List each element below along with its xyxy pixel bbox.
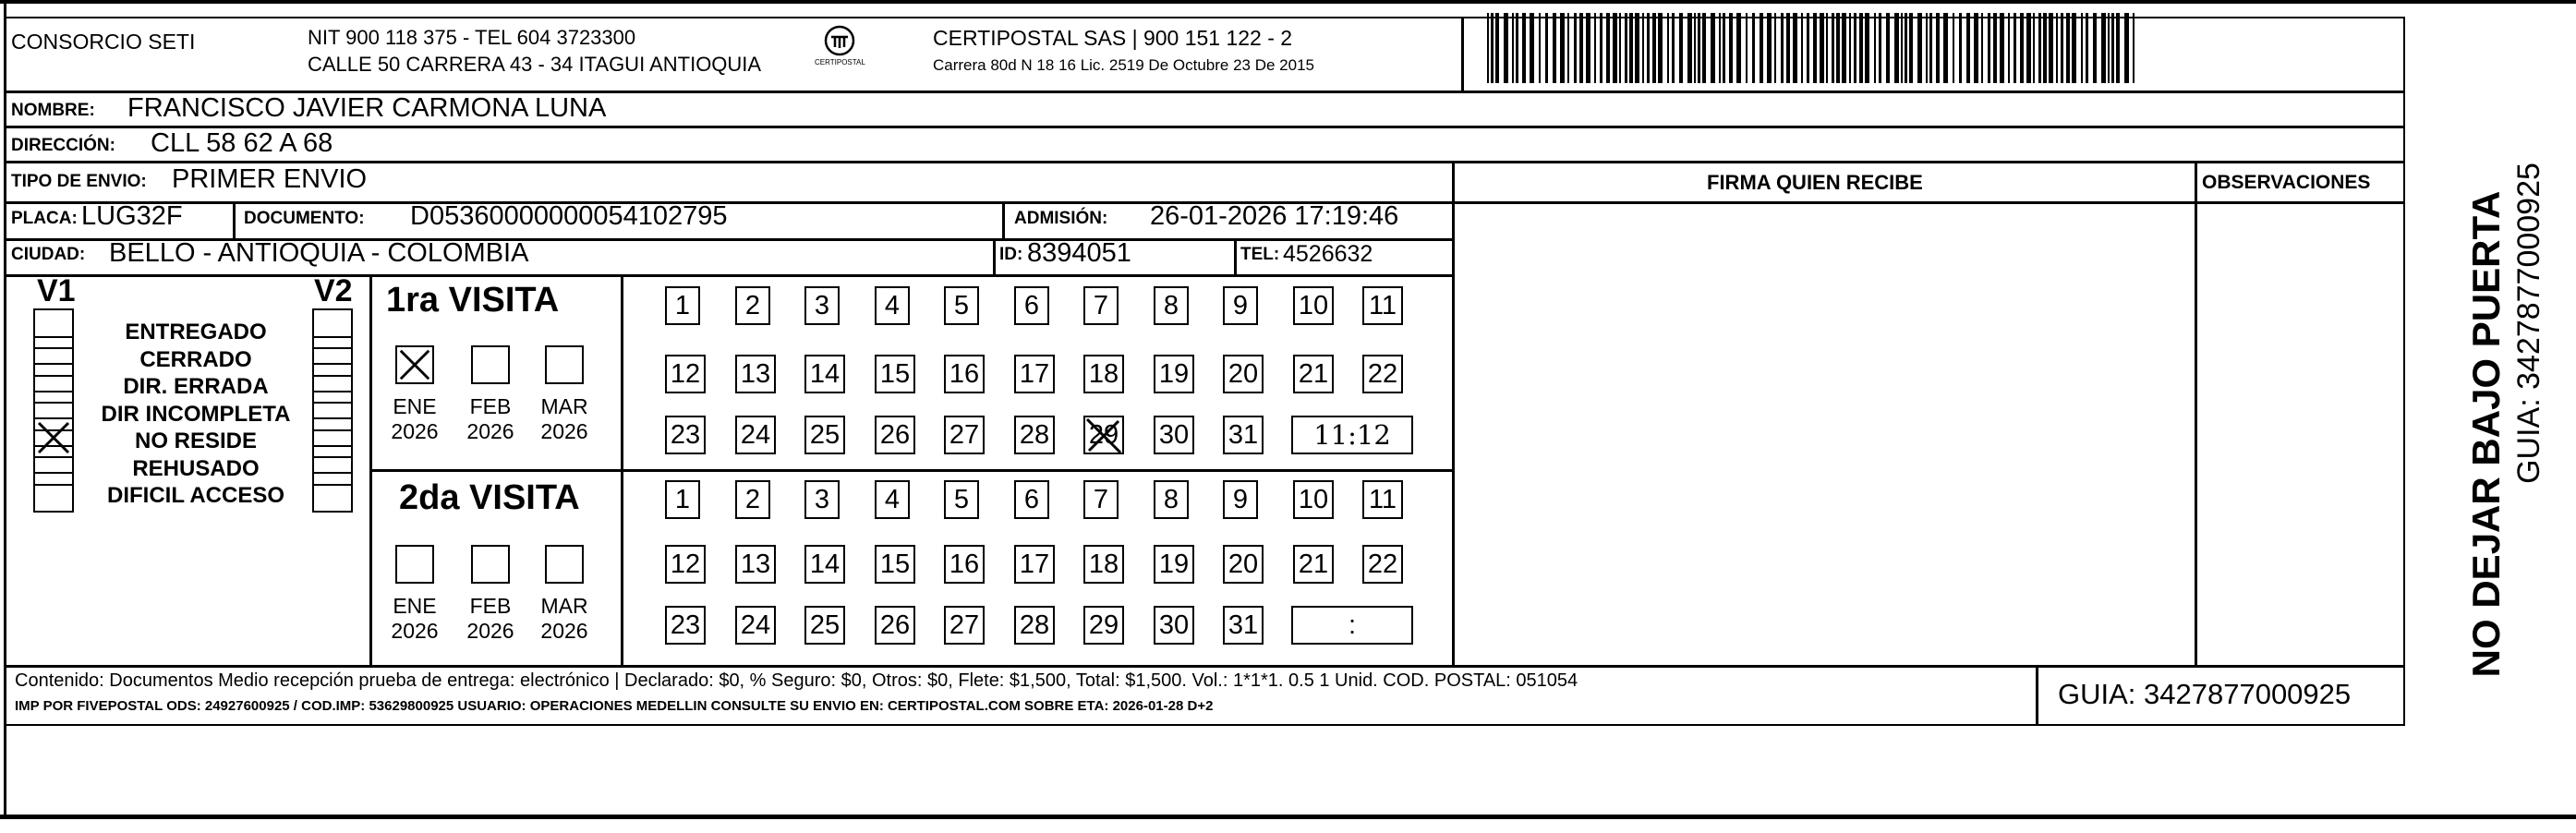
day-check-mark [1082,416,1126,456]
col-line [2195,161,2197,667]
barcode-bar [2038,13,2041,83]
barcode-bar [1729,13,1733,83]
side-no-dejar: NO DEJAR BAJO PUERTA [2464,190,2508,678]
visit1-day-6[interactable]: 6 [1014,286,1049,325]
visit1-day-21[interactable]: 21 [1293,355,1334,393]
visit1-day-31[interactable]: 31 [1223,416,1264,454]
barcode-bar [1512,13,1514,83]
barcode-bar [1854,13,1856,83]
barcode-bar [1679,13,1683,83]
visit2-day-3[interactable]: 3 [804,480,840,519]
barcode-bar [2056,13,2058,83]
barcode-bar [2093,13,2097,83]
visit1-day-16[interactable]: 16 [944,355,985,393]
header-divider [1461,17,1464,92]
visit1-month-mar[interactable] [545,345,584,384]
barcode-bar [1807,13,1809,83]
barcode-bar [2108,13,2110,83]
visit1-month-label: FEB [469,394,512,418]
v2-checkbox-dificil-acceso[interactable] [312,472,353,513]
visit1-day-26[interactable]: 26 [875,416,915,454]
barcode-bar [1619,13,1621,83]
barcode-bar [1966,13,1970,83]
barcode-bar [1842,13,1846,83]
nit-line: NIT 900 118 375 - TEL 604 3723300 [308,26,636,49]
status-label: REHUSADO [132,456,260,481]
barcode-bar [1943,13,1948,83]
visit1-day-22[interactable]: 22 [1362,355,1403,393]
footer-imp-line: IMP POR FIVEPOSTAL ODS: 24927600925 / COD.IMP: 53629800925 USUARIO: OPERACIONES MEDELLIN CONSULTE SU ENVIO EN: CERTIPOSTAL.COM SOBRE ETA: 2026-01-28 D+2 [15,698,1214,714]
visit2-day-2[interactable]: 2 [735,480,770,519]
visit1-day-15[interactable]: 15 [875,355,915,393]
ciudad-label: CIUDAD: [11,245,86,264]
status-label: CERRADO [139,347,252,372]
visit2-day-18[interactable]: 18 [1083,545,1124,584]
tel-value: 4526632 [1283,241,1373,267]
barcode-bar [1658,13,1663,83]
barcode-bar [1560,13,1565,83]
v2-header: V2 [314,273,353,308]
barcode-bar [1865,13,1869,83]
visit1-month-ene[interactable] [395,345,434,384]
visit2-day-28[interactable]: 28 [1014,606,1055,645]
barcode-bar [1879,13,1881,83]
barcode-bar [1988,13,1990,83]
visit1-year-label: 2026 [466,419,514,443]
visit2-month-label: ENE [393,594,437,618]
barcode-bar [2133,13,2135,83]
col-line [993,238,996,274]
barcode-bar [2043,13,2047,83]
barcode-bar [1781,13,1784,83]
license-line: Carrera 80d N 18 16 Lic. 2519 De Octubre 23 De 2015 [933,56,1314,74]
barcode-bar [1545,13,1548,83]
col-line [2036,665,2038,726]
barcode-bar [2026,13,2031,83]
visit2-day-11[interactable]: 11 [1362,480,1403,519]
row-line [1454,201,2405,204]
barcode-bar [1613,13,1617,83]
barcode-bar [1487,13,1489,83]
barcode-bar [1905,13,1907,83]
barcode-bar [1936,13,1940,83]
barcode-bar [1723,13,1725,83]
barcode-bar [2033,13,2035,83]
visit1-day-13[interactable]: 13 [735,355,776,393]
barcode-bar [2086,13,2088,83]
barcode-bar [1702,13,1706,83]
visit1-month-feb[interactable] [471,345,510,384]
visit2-year-label: 2026 [540,619,588,643]
col-line [1234,238,1237,274]
visit1-month-label: MAR [540,394,588,418]
barcode-bar [2101,13,2106,83]
barcode-bar [1746,13,1748,83]
placa-label: PLACA: [11,209,78,228]
certipostal-logo [815,22,865,78]
id-value: 8394051 [1027,238,1131,268]
barcode-bar [1981,13,1983,83]
barcode-bar [1836,13,1840,83]
address-line: CALLE 50 CARRERA 43 - 34 ITAGUI ANTIOQUIA [308,53,762,76]
col-line [1452,161,1455,667]
visit2-month-label: FEB [469,594,512,618]
visit1-day-10[interactable]: 10 [1293,286,1334,325]
barcode-bar [2008,13,2010,83]
tel-label: TEL: [1240,245,1280,264]
visit2-day-23[interactable]: 23 [665,606,706,645]
barcode-bar [2014,13,2016,83]
visit1-day-17[interactable]: 17 [1014,355,1055,393]
visit2-day-20[interactable]: 20 [1223,545,1264,584]
visit2-day-4[interactable]: 4 [875,480,910,519]
barcode-bar [1832,13,1834,83]
observaciones-header: OBSERVACIONES [2202,172,2371,193]
visit2-day-13[interactable]: 13 [735,545,776,584]
visit1-time-box[interactable]: 11:12 [1291,416,1413,454]
logo-text: CERTIPOSTAL [815,58,865,66]
visit2-day-8[interactable]: 8 [1154,480,1189,519]
visit1-day-7[interactable]: 7 [1083,286,1119,325]
visit2-month-mar[interactable] [545,545,584,584]
barcode-bar [1629,13,1633,83]
visit2-day-10[interactable]: 10 [1293,480,1334,519]
barcode-bar [2116,13,2120,83]
barcode-bar [2049,13,2053,83]
visit1-title: 1ra VISITA [386,281,560,320]
visit1-year-label: 2026 [540,419,588,443]
visit2-day-14[interactable]: 14 [804,545,845,584]
visit2-day-9[interactable]: 9 [1223,480,1258,519]
documento-value: D05360000000054102795 [410,201,728,231]
bottom-edge [0,815,2576,819]
barcode-bar [1606,13,1610,83]
barcode-bar [1820,13,1824,83]
v1-checkbox-dificil-acceso[interactable] [33,472,74,513]
visit1-day-11[interactable]: 11 [1362,286,1403,325]
v1-header: V1 [37,273,76,308]
visit2-day-26[interactable]: 26 [875,606,915,645]
top-edge [0,0,2576,4]
barcode-bar [2066,13,2070,83]
barcode-bar [1687,13,1692,83]
barcode-bar [1504,13,1508,83]
visit2-day-22[interactable]: 22 [1362,545,1403,584]
barcode-bar [2111,13,2114,83]
admision-value: 26-01-2026 17:19:46 [1150,201,1399,231]
visit1-day-1[interactable]: 1 [665,286,700,325]
visit1-day-20[interactable]: 20 [1223,355,1264,393]
col-line [233,201,236,238]
barcode-bar [1642,13,1644,83]
visit1-day-29[interactable]: 29 [1083,416,1124,454]
visit2-day-1[interactable]: 1 [665,480,700,519]
visit1-month-label: ENE [393,394,437,418]
visit2-day-30[interactable]: 30 [1154,606,1194,645]
documento-label: DOCUMENTO: [244,209,365,228]
barcode-bar [1793,13,1797,83]
side-guia: GUIA: 3427877000925 [2511,163,2546,484]
barcode-bar [2000,13,2004,83]
visit1-day-30[interactable]: 30 [1154,416,1194,454]
visit2-day-15[interactable]: 15 [875,545,915,584]
visit1-day-14[interactable]: 14 [804,355,845,393]
barcode-bar [2124,13,2129,83]
barcode-bar [1625,13,1627,83]
barcode-bar [1567,13,1569,83]
barcode-bar [1874,13,1876,83]
barcode-bar [1959,13,1962,83]
placa-value: LUG32F [81,201,183,231]
visit2-day-31[interactable]: 31 [1223,606,1264,645]
col-line [1002,201,1005,238]
barcode-bar [1974,13,1978,83]
row-line [4,665,2405,668]
barcode-bar [1579,13,1583,83]
barcode-bar [1760,13,1763,83]
row-line [4,126,2405,128]
status-label: ENTREGADO [125,320,267,344]
barcode-bar [1886,13,1890,83]
barcode-bar [1736,13,1741,83]
direccion-value: CLL 58 62 A 68 [151,128,333,158]
barcode-bar [1694,13,1696,83]
visit2-day-29[interactable]: 29 [1083,606,1124,645]
barcode-bar [1849,13,1851,83]
visit1-day-27[interactable]: 27 [944,416,985,454]
barcode-bar [1698,13,1700,83]
admision-label: ADMISIÓN: [1014,209,1108,228]
barcode [1487,13,2135,83]
footer-guia: GUIA: 3427877000925 [2058,678,2352,710]
nombre-value: FRANCISCO JAVIER CARMONA LUNA [127,93,607,123]
barcode-bar [1652,13,1656,83]
visit2-month-feb[interactable] [471,545,510,584]
barcode-bar [1539,13,1541,83]
visit1-day-12[interactable]: 12 [665,355,706,393]
visit1-day-19[interactable]: 19 [1154,355,1194,393]
visit1-day-25[interactable]: 25 [804,416,845,454]
visit2-day-7[interactable]: 7 [1083,480,1119,519]
tipo-envio-label: TIPO DE ENVIO: [11,172,147,191]
barcode-bar [1667,13,1669,83]
barcode-bar [1586,13,1590,83]
barcode-bar [1859,13,1863,83]
direccion-label: DIRECCIÓN: [11,136,115,155]
barcode-bar [1813,13,1817,83]
barcode-bar [1522,13,1526,83]
company-name: CONSORCIO SETI [11,30,196,54]
barcode-bar [1774,13,1776,83]
barcode-bar [1767,13,1772,83]
status-label: DIFICIL ACCESO [106,483,284,508]
footer-content-line: Contenido: Documentos Medio recepción prueba de entrega: electrónico | Declarado: $0, % Seguro: $0, Otros: $0, Flete: $1,500, Total: $1,500. Vol.: 1*1*1. 0.5 1 Unid. COD. POSTAL: 051054 [15,670,1578,691]
row-line [4,161,2405,163]
visit2-month-ene[interactable] [395,545,434,584]
visit1-day-18[interactable]: 18 [1083,355,1124,393]
barcode-bar [1917,13,1922,83]
barcode-bar [1926,13,1928,83]
barcode-bar [1752,13,1755,83]
barcode-bar [1901,13,1903,83]
barcode-bar [1711,13,1715,83]
visit2-title: 2da VISITA [399,478,580,517]
visit1-day-3[interactable]: 3 [804,286,840,325]
barcode-bar [1491,13,1494,83]
barcode-bar [1600,13,1602,83]
barcode-bar [1647,13,1650,83]
visit1-day-24[interactable]: 24 [735,416,776,454]
visit2-day-24[interactable]: 24 [735,606,776,645]
barcode-bar [2081,13,2083,83]
visit1-day-4[interactable]: 4 [875,286,910,325]
barcode-bar [1719,13,1721,83]
visit2-day-19[interactable]: 19 [1154,545,1194,584]
visit2-day-25[interactable]: 25 [804,606,845,645]
status-label: DIR INCOMPLETA [101,402,291,427]
nombre-label: NOMBRE: [11,101,95,120]
row-line [4,274,1454,277]
barcode-bar [1495,13,1499,83]
visit2-day-21[interactable]: 21 [1293,545,1334,584]
barcode-bar [1953,13,1954,83]
barcode-bar [1909,13,1913,83]
barcode-bar [1516,13,1518,83]
barcode-bar [1594,13,1596,83]
visit2-day-12[interactable]: 12 [665,545,706,584]
barcode-bar [2020,13,2024,83]
visit1-year-label: 2026 [391,419,439,443]
visit2-day-27[interactable]: 27 [944,606,985,645]
visit1-day-2[interactable]: 2 [735,286,770,325]
visit1-day-5[interactable]: 5 [944,286,979,325]
barcode-bar [1672,13,1675,83]
visit2-time-box[interactable]: : [1291,606,1413,645]
barcode-bar [1574,13,1577,83]
firma-header: FIRMA QUIEN RECIBE [1707,171,1923,194]
visit1-day-8[interactable]: 8 [1154,286,1189,325]
id-label: ID: [999,245,1023,264]
barcode-bar [1929,13,1932,83]
visit1-day-23[interactable]: 23 [665,416,706,454]
status-label: NO RESIDE [134,429,258,453]
barcode-bar [1530,13,1534,83]
visit1-day-9[interactable]: 9 [1223,286,1258,325]
barcode-bar [1993,13,1997,83]
barcode-bar [1894,13,1899,83]
tipo-envio-value: PRIMER ENVIO [172,164,368,194]
visit2-day-5[interactable]: 5 [944,480,979,519]
status-label: DIR. ERRADA [123,374,269,399]
barcode-bar [1826,13,1828,83]
visit2-year-label: 2026 [466,619,514,643]
visit2-month-label: MAR [540,594,588,618]
barcode-bar [1801,13,1803,83]
visit2-day-16[interactable]: 16 [944,545,985,584]
visit2-day-6[interactable]: 6 [1014,480,1049,519]
visit2-year-label: 2026 [391,619,439,643]
barcode-bar [2072,13,2076,83]
visit1-day-28[interactable]: 28 [1014,416,1055,454]
certipostal-line: CERTIPOSTAL SAS | 900 151 122 - 2 [933,26,1293,50]
visit2-day-17[interactable]: 17 [1014,545,1055,584]
barcode-bar [2061,13,2063,83]
ciudad-value: BELLO - ANTIOQUIA - COLOMBIA [109,238,529,268]
row-line [369,469,1454,472]
barcode-bar [1553,13,1556,83]
barcode-bar [1635,13,1639,83]
barcode-bar [1786,13,1790,83]
